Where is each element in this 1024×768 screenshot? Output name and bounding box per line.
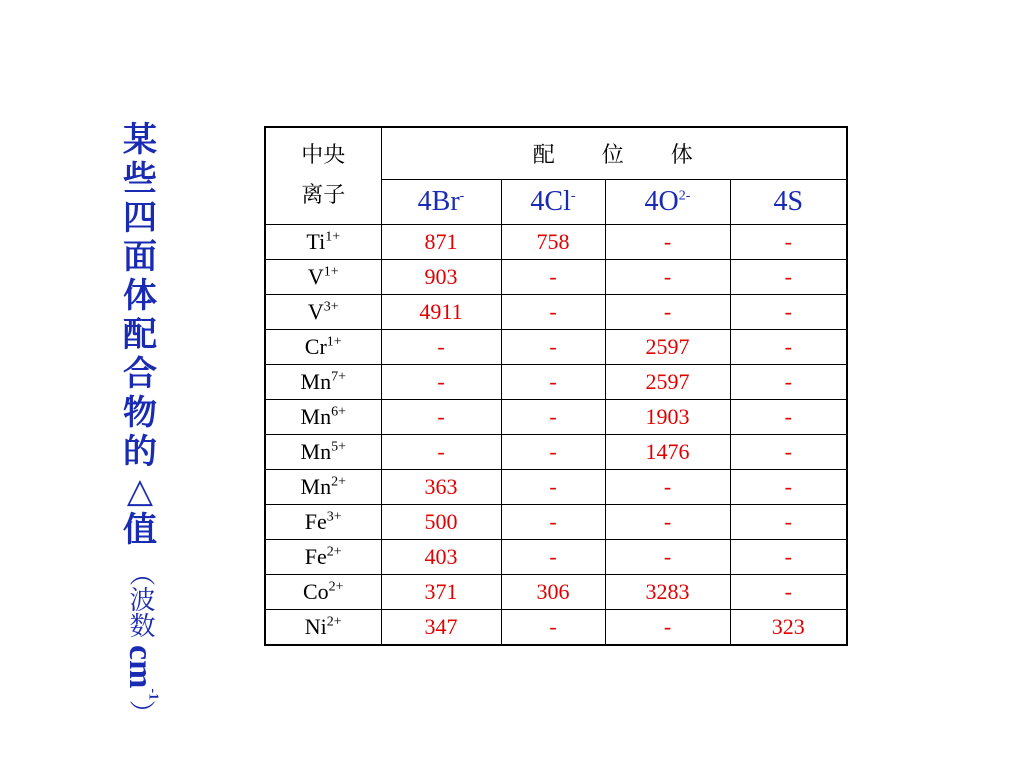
table-row [265, 400, 847, 435]
ligand-header: 配 位 体 [381, 127, 847, 179]
delta-value-cell: - [605, 540, 730, 575]
ion-charge: 2+ [328, 579, 344, 595]
title-unit [122, 645, 161, 701]
ion-charge: 1+ [325, 229, 341, 245]
ion-symbol: Mn [300, 404, 332, 429]
delta-value-cell: - [381, 435, 501, 470]
table-row [265, 575, 847, 610]
delta-value-cell: 323 [730, 610, 847, 645]
delta-value-cell: 1476 [605, 435, 730, 470]
ligand-sup: - [570, 188, 576, 204]
title-char: 些 [123, 159, 157, 199]
delta-value-cell: 403 [381, 540, 501, 575]
central-ion-cell [265, 540, 381, 575]
central-ion-cell [265, 225, 381, 260]
ion-symbol: Mn [300, 474, 332, 499]
table-row [265, 225, 847, 260]
delta-value-cell: 347 [381, 610, 501, 645]
title-char: 的 [123, 432, 157, 472]
table-body [265, 225, 847, 645]
delta-value-cell: - [605, 260, 730, 295]
title-char: 值 [123, 510, 157, 550]
delta-value-cell: 363 [381, 470, 501, 505]
delta-value-cell: 3283 [605, 575, 730, 610]
ligand-base: 4Br [417, 185, 460, 217]
title-char: 面 [123, 237, 157, 277]
ligand-column-header [605, 179, 730, 224]
delta-value-cell: - [605, 610, 730, 645]
delta-value-cell: - [730, 540, 847, 575]
delta-value-cell: - [605, 505, 730, 540]
ion-symbol: Ti [306, 229, 326, 254]
delta-value-cell: 2597 [605, 365, 730, 400]
delta-value-cell: - [730, 435, 847, 470]
delta-value-cell: - [730, 225, 847, 260]
central-ion-cell [265, 330, 381, 365]
table-row [265, 435, 847, 470]
delta-value-cell: - [730, 575, 847, 610]
title-char: 合 [123, 354, 157, 394]
ligand-column-header [730, 179, 847, 224]
title-char: 物 [123, 393, 157, 433]
delta-value-cell: - [381, 330, 501, 365]
ion-charge: 2+ [326, 544, 342, 560]
table-row [265, 330, 847, 365]
ion-charge: 5+ [331, 439, 346, 455]
delta-value-cell: - [730, 295, 847, 330]
delta-value-cell: 500 [381, 505, 501, 540]
central-ion-cell [265, 470, 381, 505]
title-paren-close: ） [125, 700, 155, 727]
delta-value-cell: - [501, 435, 605, 470]
delta-value-cell: 4911 [381, 295, 501, 330]
title-paren-open: （波数 [125, 560, 155, 638]
central-ion-cell [265, 575, 381, 610]
central-ion-header-line2: 离子 [301, 183, 346, 208]
central-ion-header-line1: 中央 [301, 143, 346, 168]
delta-value-cell: - [501, 260, 605, 295]
ligand-base: 4Cl [530, 185, 571, 217]
central-ion-cell [265, 295, 381, 330]
table-row [265, 610, 847, 645]
ion-charge: 1+ [326, 334, 342, 350]
delta-value-cell: 1903 [605, 400, 730, 435]
ion-charge: 3+ [326, 509, 342, 525]
ligand-sup: 2- [678, 188, 691, 204]
delta-value-cell: 903 [381, 260, 501, 295]
title-unit-text: cm [122, 645, 159, 689]
ion-symbol: Co [302, 579, 329, 604]
delta-value-cell: - [501, 505, 605, 540]
delta-value-cell: - [730, 330, 847, 365]
title-char: 配 [123, 315, 157, 355]
table-row [265, 260, 847, 295]
crystal-field-table [264, 126, 848, 646]
ion-symbol: Mn [300, 369, 332, 394]
title-char: 体 [123, 276, 157, 316]
ligand-column-header [501, 179, 605, 224]
title-unit-sup: -1 [145, 688, 161, 701]
central-ion-cell [265, 435, 381, 470]
delta-value-cell: 306 [501, 575, 605, 610]
ligand-column-header [381, 179, 501, 224]
table-row [265, 365, 847, 400]
delta-value-cell: - [730, 505, 847, 540]
delta-value-cell: - [730, 365, 847, 400]
ligand-sup: - [459, 188, 465, 204]
ion-charge: 6+ [331, 404, 346, 420]
table-row [265, 470, 847, 505]
delta-value-cell: - [501, 330, 605, 365]
ion-symbol: V [307, 264, 324, 289]
ion-charge: 2+ [331, 474, 346, 490]
delta-value-cell: - [501, 610, 605, 645]
ion-charge: 2+ [326, 614, 342, 630]
ligand-base: 4S [773, 185, 804, 217]
table-row [265, 295, 847, 330]
ion-symbol: Fe [304, 509, 327, 534]
delta-value-cell: - [381, 400, 501, 435]
delta-value-cell: - [730, 470, 847, 505]
ion-symbol: Cr [304, 334, 327, 359]
delta-value-cell: - [730, 260, 847, 295]
title-char: 四 [123, 198, 157, 238]
delta-value-cell: - [605, 225, 730, 260]
delta-value-cell: - [501, 540, 605, 575]
ligand-base: 4O [644, 185, 679, 217]
ion-symbol: V [307, 299, 324, 324]
central-ion-cell [265, 260, 381, 295]
ion-symbol: Mn [300, 439, 332, 464]
delta-value-cell: - [501, 400, 605, 435]
central-ion-header [265, 127, 381, 225]
delta-value-cell: - [381, 365, 501, 400]
delta-value-cell: - [605, 295, 730, 330]
ion-charge: 1+ [323, 264, 339, 280]
central-ion-cell [265, 365, 381, 400]
delta-value-cell: - [501, 365, 605, 400]
central-ion-cell [265, 400, 381, 435]
central-ion-cell [265, 610, 381, 645]
central-ion-cell [265, 505, 381, 540]
delta-value-cell: 871 [381, 225, 501, 260]
delta-value-cell: - [605, 470, 730, 505]
table-row [265, 505, 847, 540]
delta-value-cell: - [501, 295, 605, 330]
ion-symbol: Fe [304, 544, 327, 569]
delta-value-cell: - [730, 400, 847, 435]
delta-value-cell: 371 [381, 575, 501, 610]
delta-value-cell: 758 [501, 225, 605, 260]
title-char: △ [126, 471, 154, 511]
delta-value-cell: 2597 [605, 330, 730, 365]
ion-charge: 3+ [323, 299, 339, 315]
slide-title [116, 120, 164, 726]
title-char: 某 [123, 120, 157, 160]
ion-charge: 7+ [331, 369, 346, 385]
table-row [265, 540, 847, 575]
delta-value-cell: - [501, 470, 605, 505]
ion-symbol: Ni [304, 613, 327, 639]
